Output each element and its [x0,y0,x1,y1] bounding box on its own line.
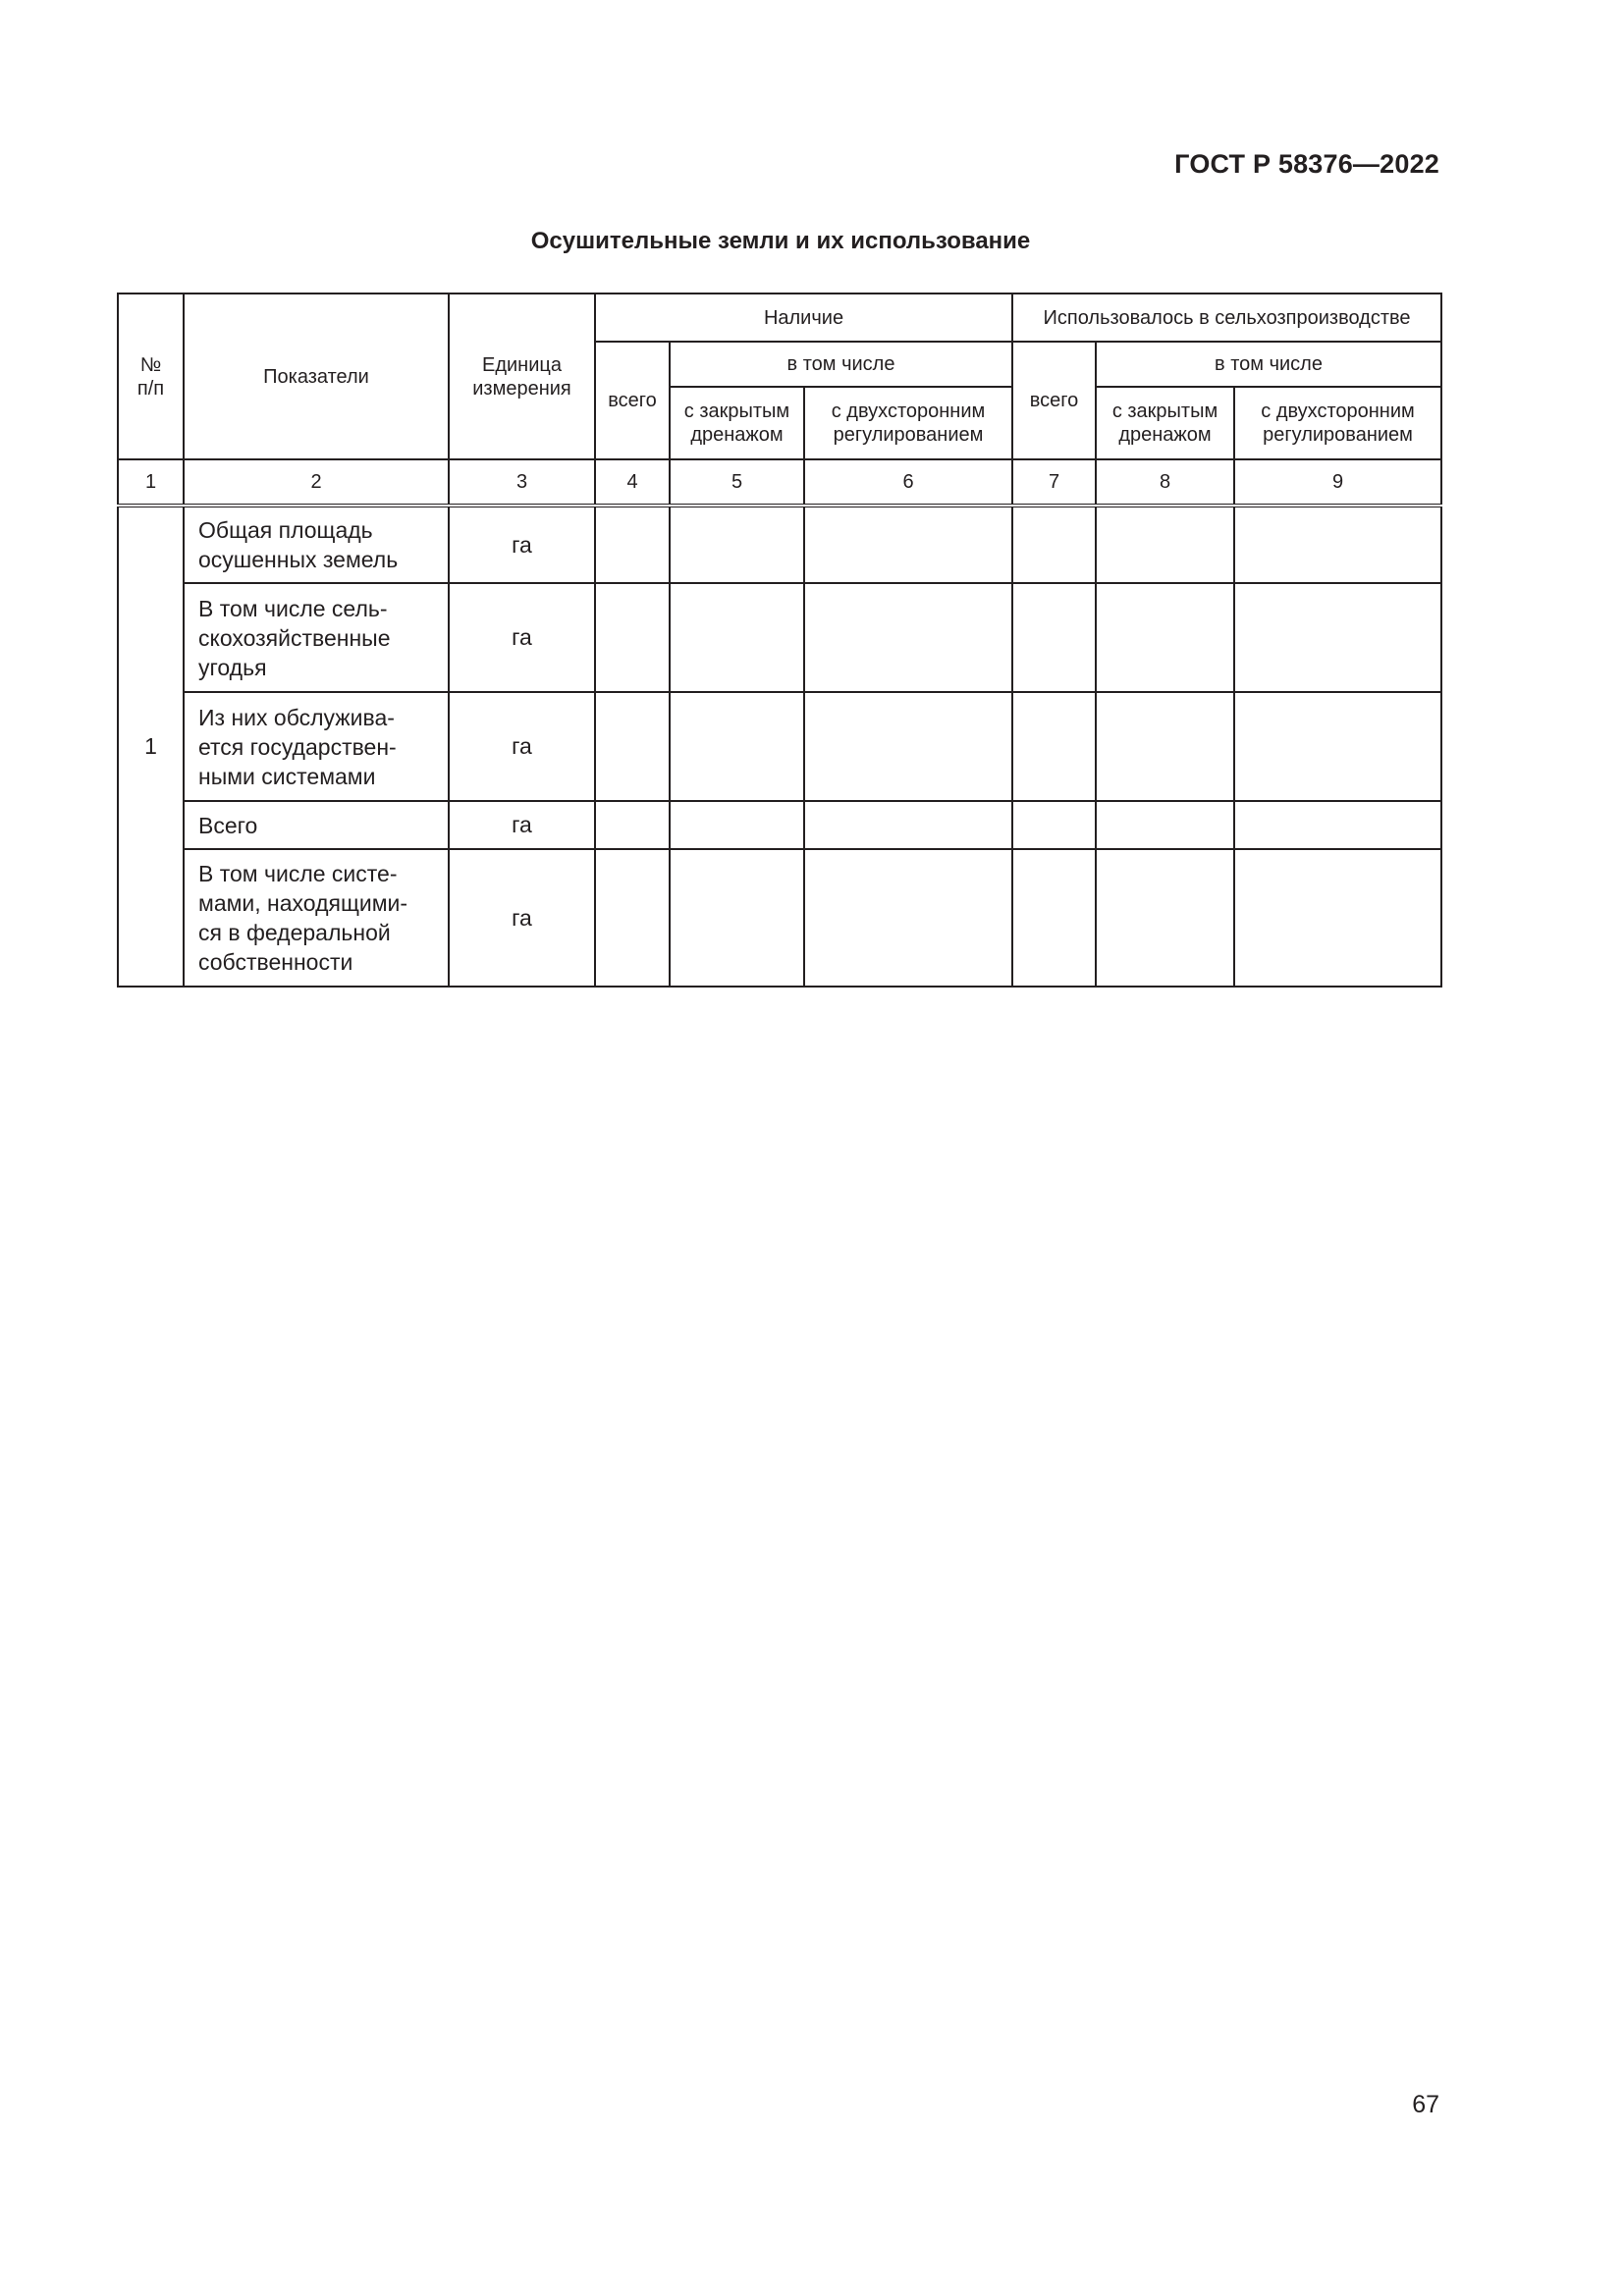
data-cell [670,801,804,849]
header-closed-drainage-used: с закрытым дренажом [1096,387,1234,459]
header-num: № п/п [118,294,184,459]
row-indicator: Всего [184,801,449,849]
column-number: 4 [595,459,670,506]
data-cell [1234,583,1441,692]
data-cell [1234,692,1441,801]
data-cell [670,849,804,987]
row-unit: га [449,692,595,801]
data-cell [670,506,804,583]
column-number: 8 [1096,459,1234,506]
column-number: 3 [449,459,595,506]
header-including-availability: в том числе [670,342,1012,387]
row-unit: га [449,506,595,583]
row-unit: га [449,801,595,849]
data-cell [670,583,804,692]
header-total-used: всего [1012,342,1096,459]
data-cell [804,506,1012,583]
column-number: 6 [804,459,1012,506]
column-number: 7 [1012,459,1096,506]
page-number: 67 [1412,2091,1439,2118]
data-cell [1096,801,1234,849]
data-cell [595,506,670,583]
column-number: 5 [670,459,804,506]
row-indicator: Из них обслужива- ется государствен- ными системами [184,692,449,801]
data-cell [804,849,1012,987]
row-indicator: В том числе систе- мами, находящими- ся в федеральной собственности [184,849,449,987]
column-number: 1 [118,459,184,506]
header-indicator: Показатели [184,294,449,459]
data-cell [1234,849,1441,987]
data-cell [1096,583,1234,692]
data-cell [1012,801,1096,849]
data-cell [804,583,1012,692]
data-cell [1012,692,1096,801]
data-cell [1234,801,1441,849]
land-table [117,293,1442,988]
header-availability: Наличие [595,294,1012,342]
data-cell [595,849,670,987]
table-row [118,692,1441,801]
row-indicator: Общая площадь осушенных земель [184,506,449,583]
table-title: Осушительные земли и их использование [530,228,1031,254]
column-number: 9 [1234,459,1441,506]
table-row [118,801,1441,849]
document-code: ГОСТ Р 58376—2022 [1174,149,1439,179]
data-cell [1012,849,1096,987]
row-unit: га [449,849,595,987]
table-row [118,849,1441,987]
row-number: 1 [118,506,184,987]
data-cell [595,692,670,801]
table-row [118,506,1441,583]
header-including-used: в том числе [1096,342,1441,387]
data-cell [804,801,1012,849]
data-cell [670,692,804,801]
data-cell [1234,506,1441,583]
header-two-way-regulation-availability: с двухсторонним регулированием [804,387,1012,459]
data-cell [1096,506,1234,583]
data-cell [595,801,670,849]
column-number: 2 [184,459,449,506]
header-closed-drainage-availability: с закрытым дренажом [670,387,804,459]
row-unit: га [449,583,595,692]
header-used: Использовалось в сельхозпроизводстве [1012,294,1441,342]
header-unit: Единица измерения [449,294,595,459]
table-row [118,583,1441,692]
data-cell [1012,583,1096,692]
header-two-way-regulation-used: с двухсторонним регулированием [1234,387,1441,459]
row-indicator: В том числе сель- скохозяйственные угодья [184,583,449,692]
data-cell [595,583,670,692]
header-total-availability: всего [595,342,670,459]
data-cell [1096,692,1234,801]
data-cell [804,692,1012,801]
data-cell [1012,506,1096,583]
data-cell [1096,849,1234,987]
